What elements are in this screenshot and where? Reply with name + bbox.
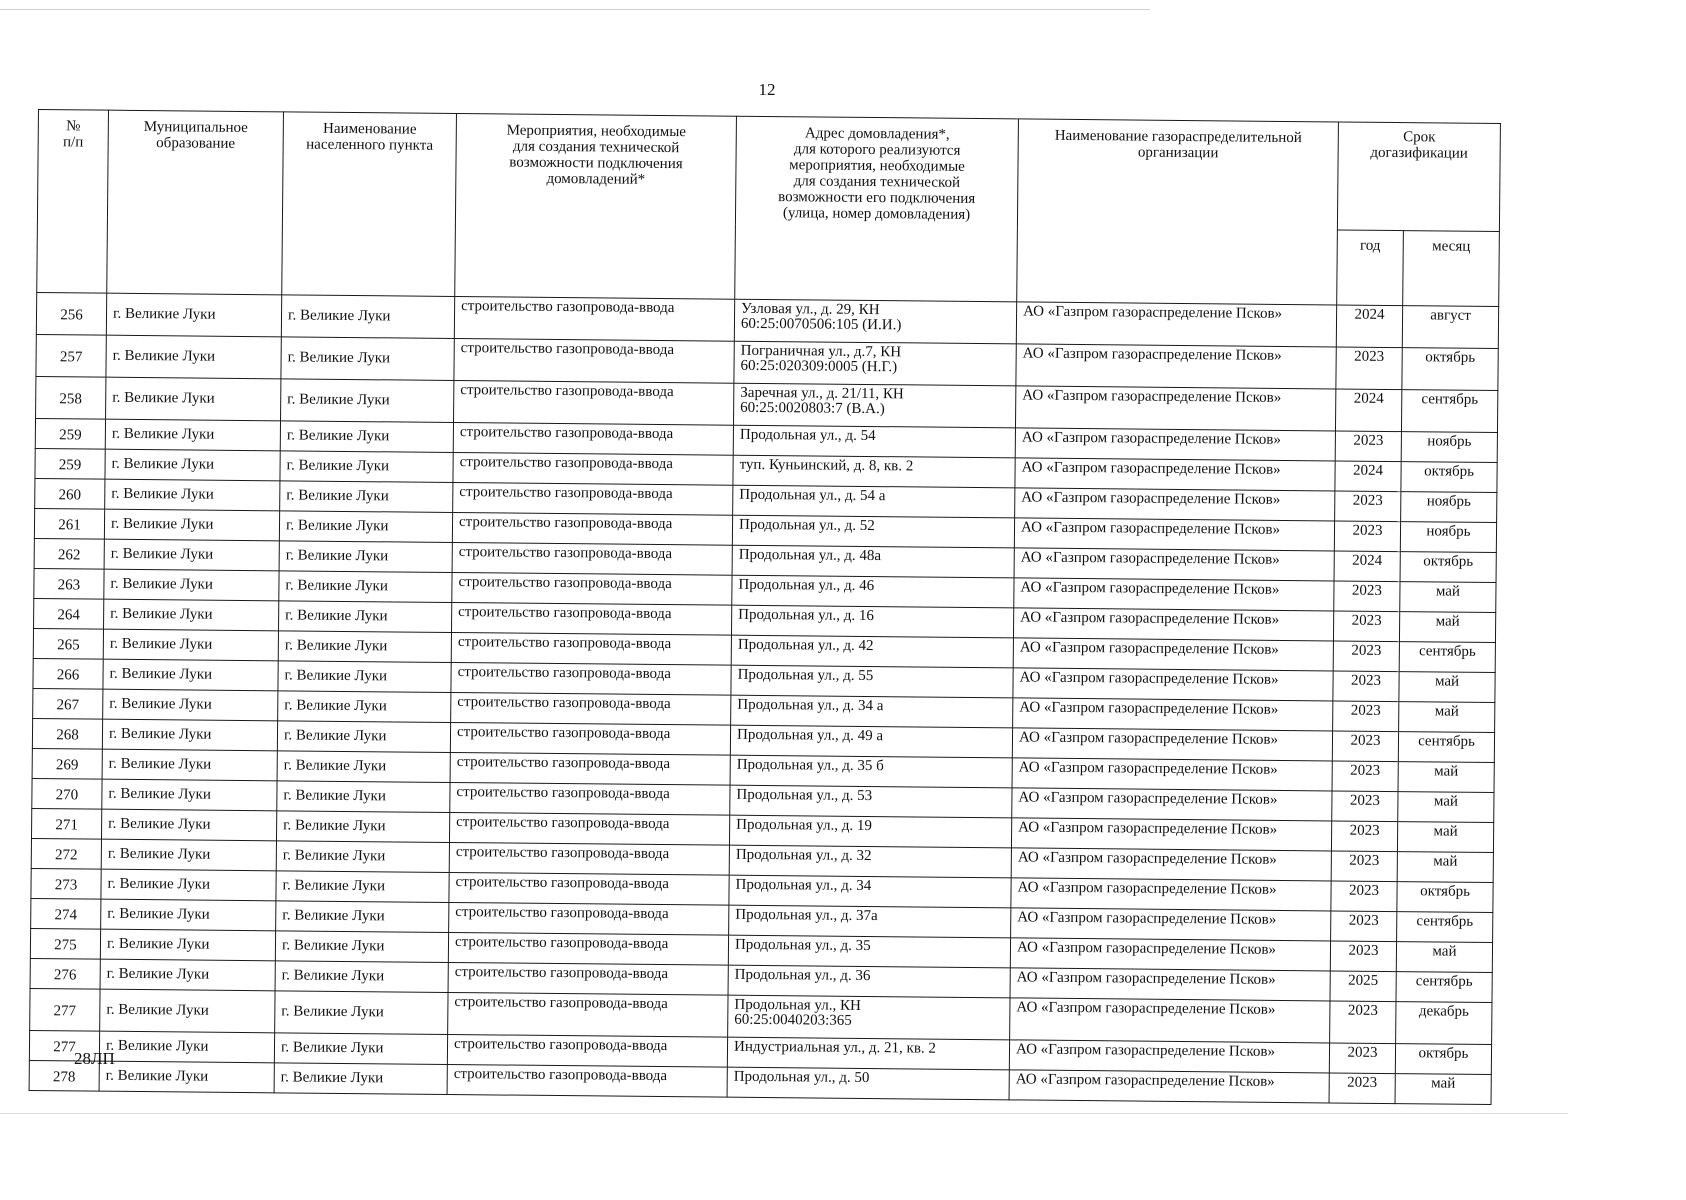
row-address: Заречная ул., д. 21/11, КН 60:25:0020803:7 (В.А.)	[733, 383, 1015, 428]
row-settlement: г. Великие Луки	[276, 841, 449, 873]
row-number: 265	[33, 628, 103, 659]
row-organization: АО «Газпром газораспределение Псков»	[1015, 488, 1335, 521]
row-month: сентябрь	[1399, 642, 1495, 673]
header-num: № п/п	[37, 110, 109, 294]
row-settlement: г. Великие Луки	[277, 751, 450, 783]
row-municipality: г. Великие Луки	[103, 689, 278, 721]
row-month: октябрь	[1395, 1044, 1491, 1075]
row-month: октябрь	[1397, 882, 1493, 913]
row-month: май	[1400, 582, 1496, 613]
row-organization: АО «Газпром газораспределение Псков»	[1016, 302, 1336, 347]
row-address: Продольная ул., д. 52	[732, 515, 1014, 548]
row-settlement: г. Великие Луки	[281, 295, 454, 339]
row-municipality: г. Великие Луки	[102, 779, 277, 811]
row-municipality: г. Великие Луки	[101, 839, 276, 871]
row-municipality: г. Великие Луки	[106, 377, 281, 421]
footer-mark: 28ЛП	[74, 1049, 115, 1068]
row-measure: строительство газопровода-ввода	[454, 297, 734, 342]
row-measure: строительство газопровода-ввода	[453, 423, 733, 456]
row-address: Продольная ул., д. 53	[730, 785, 1012, 818]
row-address: Узловая ул., д. 29, КН 60:25:0070506:105 (И.И.)	[734, 299, 1016, 344]
row-municipality: г. Великие Луки	[100, 959, 275, 991]
row-measure: строительство газопровода-ввода	[448, 992, 728, 1037]
row-address: Продольная ул., д. 36	[728, 965, 1010, 998]
row-address: Продольная ул., д. 32	[729, 845, 1011, 878]
row-address: Индустриальная ул., д. 21, кв. 2	[727, 1037, 1009, 1070]
header-deadline: Срок догазификации	[1337, 122, 1500, 232]
row-settlement: г. Великие Луки	[276, 811, 449, 843]
row-address: Пограничная ул., д.7, КН 60:25:020309:0005 (Н.Г.)	[734, 341, 1016, 386]
row-number: 260	[35, 478, 105, 509]
row-measure: строительство газопровода-ввода	[451, 632, 731, 665]
row-organization: АО «Газпром газораспределение Псков»	[1013, 698, 1333, 731]
row-measure: строительство газопровода-ввода	[450, 752, 730, 785]
row-measure: строительство газопровода-ввода	[448, 962, 728, 995]
row-settlement: г. Великие Луки	[278, 691, 451, 723]
gasification-table	[29, 109, 1501, 1105]
row-settlement: г. Великие Луки	[278, 661, 451, 693]
header-org: Наименование газораспределительной организации	[1017, 119, 1339, 305]
row-measure: строительство газопровода-ввода	[450, 722, 730, 755]
row-measure: строительство газопровода-ввода	[449, 842, 729, 875]
row-month: май	[1399, 702, 1495, 733]
row-organization: АО «Газпром газораспределение Псков»	[1012, 758, 1332, 791]
row-municipality: г. Великие Луки	[103, 629, 278, 661]
row-organization: АО «Газпром газораспределение Псков»	[1014, 578, 1334, 611]
row-measure: строительство газопровода-ввода	[447, 1064, 727, 1097]
row-year: 2023	[1333, 701, 1399, 732]
row-number: 268	[32, 718, 102, 749]
row-address: Продольная ул., д. 42	[731, 635, 1013, 668]
row-number: 270	[32, 778, 102, 809]
row-year: 2023	[1334, 521, 1400, 552]
row-month: ноябрь	[1401, 492, 1497, 523]
row-settlement: г. Великие Луки	[274, 1063, 447, 1095]
row-municipality: г. Великие Луки	[104, 539, 279, 571]
row-settlement: г. Великие Луки	[279, 601, 452, 633]
row-settlement: г. Великие Луки	[275, 961, 448, 993]
row-organization: АО «Газпром газораспределение Псков»	[1014, 518, 1334, 551]
row-year: 2023	[1329, 1043, 1395, 1074]
row-month: сентябрь	[1401, 390, 1497, 433]
row-address: Продольная ул., д. 54	[733, 425, 1015, 458]
row-address: Продольная ул., КН 60:25:0040203:365	[728, 995, 1010, 1040]
page-number: 12	[758, 80, 776, 99]
row-year: 2023	[1332, 731, 1398, 762]
row-address: Продольная ул., д. 54 а	[733, 485, 1015, 518]
row-settlement: г. Великие Луки	[281, 379, 454, 423]
row-month: май	[1395, 1074, 1491, 1105]
row-month: май	[1396, 942, 1492, 973]
row-settlement: г. Великие Луки	[279, 571, 452, 603]
row-settlement: г. Великие Луки	[279, 511, 452, 543]
row-measure: строительство газопровода-ввода	[447, 1034, 727, 1067]
row-year: 2024	[1334, 551, 1400, 582]
row-address: Продольная ул., д. 34	[729, 875, 1011, 908]
row-measure: строительство газопровода-ввода	[451, 662, 731, 695]
row-number: 273	[31, 868, 101, 899]
row-municipality: г. Великие Луки	[103, 659, 278, 691]
row-organization: АО «Газпром газораспределение Псков»	[1011, 848, 1331, 881]
row-organization: АО «Газпром газораспределение Псков»	[1009, 1040, 1329, 1073]
row-measure: строительство газопровода-ввода	[451, 692, 731, 725]
row-municipality: г. Великие Луки	[100, 929, 275, 961]
header-address: Адрес домовладения*, для которого реализуются мероприятия, необходимые для создания технической возможности его подключения (улица, номер домовладения)	[735, 116, 1019, 302]
row-municipality: г. Великие Луки	[99, 1031, 274, 1063]
scan-edge-top	[0, 9, 1150, 10]
row-organization: АО «Газпром газораспределение Псков»	[1010, 938, 1330, 971]
row-organization: АО «Газпром газораспределение Псков»	[1013, 608, 1333, 641]
row-municipality: г. Великие Луки	[106, 293, 281, 337]
row-address: Продольная ул., д. 48а	[732, 545, 1014, 578]
row-municipality: г. Великие Луки	[104, 569, 279, 601]
row-settlement: г. Великие Луки	[280, 451, 453, 483]
scan-edge-bottom	[0, 1113, 1568, 1114]
row-measure: строительство газопровода-ввода	[449, 812, 729, 845]
row-month: май	[1399, 672, 1495, 703]
row-year: 2025	[1330, 971, 1396, 1002]
row-month: октябрь	[1402, 348, 1498, 391]
row-year: 2023	[1330, 941, 1396, 972]
row-settlement: г. Великие Луки	[278, 631, 451, 663]
row-month: сентябрь	[1398, 732, 1494, 763]
row-measure: строительство газопровода-ввода	[452, 542, 732, 575]
row-measure: строительство газопровода-ввода	[452, 572, 732, 605]
row-number: 267	[33, 688, 103, 719]
row-month: октябрь	[1400, 552, 1496, 583]
row-municipality: г. Великие Луки	[100, 989, 275, 1033]
header-settlement: Наименование населенного пункта	[282, 112, 457, 297]
row-number: 258	[36, 376, 106, 419]
row-number: 264	[34, 598, 104, 629]
row-number: 277	[29, 1030, 99, 1061]
row-organization: АО «Газпром газораспределение Псков»	[1009, 1070, 1329, 1103]
row-organization: АО «Газпром газораспределение Псков»	[1010, 968, 1330, 1001]
row-settlement: г. Великие Луки	[277, 721, 450, 753]
row-municipality: г. Великие Луки	[104, 509, 279, 541]
row-year: 2023	[1330, 1001, 1396, 1044]
row-year: 2023	[1332, 761, 1398, 792]
row-municipality: г. Великие Луки	[102, 749, 277, 781]
header-municipality: Муниципальное образование	[107, 110, 284, 295]
row-year: 2023	[1331, 911, 1397, 942]
row-organization: АО «Газпром газораспределение Псков»	[1011, 908, 1331, 941]
row-month: август	[1402, 306, 1498, 349]
row-address: Продольная ул., д. 34 а	[731, 695, 1013, 728]
row-number: 277	[30, 988, 100, 1031]
row-organization: АО «Газпром газораспределение Псков»	[1013, 668, 1333, 701]
row-organization: АО «Газпром газораспределение Псков»	[1010, 998, 1330, 1043]
row-year: 2023	[1335, 431, 1401, 462]
header-year: год	[1337, 230, 1404, 306]
row-year: 2023	[1329, 1073, 1395, 1104]
row-settlement: г. Великие Луки	[274, 1033, 447, 1065]
row-address: Продольная ул., д. 35	[728, 935, 1010, 968]
row-month: май	[1397, 822, 1493, 853]
row-address: Продольная ул., д. 19	[729, 815, 1011, 848]
row-organization: АО «Газпром газораспределение Псков»	[1015, 428, 1335, 461]
row-measure: строительство газопровода-ввода	[453, 453, 733, 486]
row-number: 272	[31, 838, 101, 869]
row-month: ноябрь	[1401, 432, 1497, 463]
row-year: 2023	[1331, 881, 1397, 912]
row-settlement: г. Великие Луки	[277, 781, 450, 813]
row-organization: АО «Газпром газораспределение Псков»	[1013, 638, 1333, 671]
row-organization: АО «Газпром газораспределение Псков»	[1012, 728, 1332, 761]
row-measure: строительство газопровода-ввода	[449, 872, 729, 905]
row-number: 261	[34, 508, 104, 539]
row-municipality: г. Великие Луки	[104, 599, 279, 631]
row-number: 257	[36, 334, 106, 377]
row-organization: АО «Газпром газораспределение Псков»	[1015, 386, 1335, 431]
row-settlement: г. Великие Луки	[279, 541, 452, 573]
row-year: 2023	[1332, 791, 1398, 822]
header-month: месяц	[1403, 231, 1500, 307]
row-measure: строительство газопровода-ввода	[454, 381, 734, 426]
row-address: туп. Куньинский, д. 8, кв. 2	[733, 455, 1015, 488]
row-number: 259	[35, 418, 105, 449]
row-number: 278	[29, 1060, 99, 1091]
row-month: декабрь	[1396, 1002, 1492, 1045]
row-year: 2023	[1333, 671, 1399, 702]
row-organization: АО «Газпром газораспределение Псков»	[1014, 548, 1334, 581]
row-year: 2023	[1333, 611, 1399, 642]
row-year: 2023	[1331, 821, 1397, 852]
row-municipality: г. Великие Луки	[106, 335, 281, 379]
row-municipality: г. Великие Луки	[105, 419, 280, 451]
row-address: Продольная ул., д. 49 а	[730, 725, 1012, 758]
row-settlement: г. Великие Луки	[276, 901, 449, 933]
row-municipality: г. Великие Луки	[105, 449, 280, 481]
row-year: 2023	[1331, 851, 1397, 882]
row-settlement: г. Великие Луки	[275, 931, 448, 963]
row-number: 256	[36, 292, 106, 335]
row-settlement: г. Великие Луки	[275, 991, 448, 1035]
row-address: Продольная ул., д. 55	[731, 665, 1013, 698]
row-number: 266	[33, 658, 103, 689]
row-measure: строительство газопровода-ввода	[454, 339, 734, 384]
row-month: май	[1398, 792, 1494, 823]
row-year: 2023	[1336, 347, 1402, 390]
row-year: 2024	[1335, 389, 1401, 432]
row-address: Продольная ул., д. 35 б	[730, 755, 1012, 788]
row-measure: строительство газопровода-ввода	[453, 483, 733, 516]
row-month: сентябрь	[1396, 972, 1492, 1003]
row-month: май	[1399, 612, 1495, 643]
row-number: 271	[31, 808, 101, 839]
row-month: май	[1398, 762, 1494, 793]
row-year: 2023	[1333, 641, 1399, 672]
row-month: октябрь	[1401, 462, 1497, 493]
row-measure: строительство газопровода-ввода	[451, 602, 731, 635]
row-number: 269	[32, 748, 102, 779]
table-body	[29, 292, 1499, 1104]
row-measure: строительство газопровода-ввода	[450, 782, 730, 815]
row-organization: АО «Газпром газораспределение Псков»	[1011, 878, 1331, 911]
row-organization: АО «Газпром газораспределение Псков»	[1016, 344, 1336, 389]
row-settlement: г. Великие Луки	[281, 337, 454, 381]
row-settlement: г. Великие Луки	[280, 481, 453, 513]
row-year: 2024	[1336, 305, 1402, 348]
row-organization: АО «Газпром газораспределение Псков»	[1015, 458, 1335, 491]
row-measure: строительство газопровода-ввода	[449, 902, 729, 935]
row-address: Продольная ул., д. 50	[727, 1067, 1009, 1100]
row-municipality: г. Великие Луки	[105, 479, 280, 511]
row-number: 274	[31, 898, 101, 929]
row-address: Продольная ул., д. 46	[732, 575, 1014, 608]
row-organization: АО «Газпром газораспределение Псков»	[1012, 788, 1332, 821]
row-measure: строительство газопровода-ввода	[448, 932, 728, 965]
row-municipality: г. Великие Луки	[99, 1061, 274, 1093]
row-organization: АО «Газпром газораспределение Псков»	[1011, 818, 1331, 851]
row-settlement: г. Великие Луки	[276, 871, 449, 903]
row-measure: строительство газопровода-ввода	[452, 512, 732, 545]
row-number: 262	[34, 538, 104, 569]
row-month: май	[1397, 852, 1493, 883]
row-year: 2024	[1335, 461, 1401, 492]
row-month: сентябрь	[1397, 912, 1493, 943]
row-year: 2023	[1335, 491, 1401, 522]
row-address: Продольная ул., д. 37а	[729, 905, 1011, 938]
row-number: 263	[34, 568, 104, 599]
row-number: 275	[30, 928, 100, 959]
row-municipality: г. Великие Луки	[101, 869, 276, 901]
row-year: 2023	[1334, 581, 1400, 612]
row-settlement: г. Великие Луки	[280, 421, 453, 453]
row-number: 276	[30, 958, 100, 989]
header-measures: Мероприятия, необходимые для создания технической возможности подключения домовладений*	[455, 114, 737, 300]
row-address: Продольная ул., д. 16	[731, 605, 1013, 638]
row-municipality: г. Великие Луки	[101, 899, 276, 931]
row-month: ноябрь	[1400, 522, 1496, 553]
row-number: 259	[35, 448, 105, 479]
row-municipality: г. Великие Луки	[102, 719, 277, 751]
row-municipality: г. Великие Луки	[101, 809, 276, 841]
